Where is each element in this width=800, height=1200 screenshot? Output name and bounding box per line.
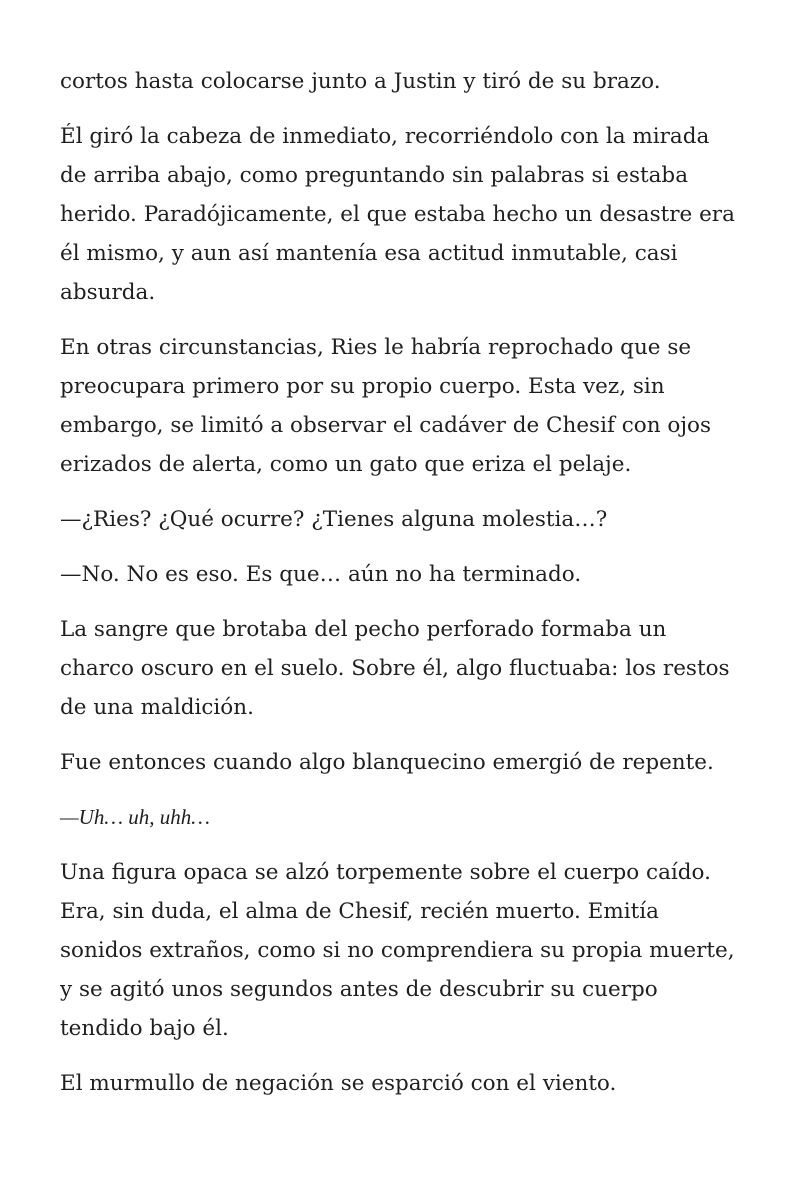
paragraph-2: Él giró la cabeza de inmediato, recorriéndolo con la mirada de arriba abajo, como preguntando sin palabras si estaba herido. Paradójicamente, el que estaba hecho un desastre era él mismo, y aun así mantenía esa actitud inmutable, casi absurda. — [60, 124, 735, 305]
dialogue-line-1: —¿Ries? ¿Qué ocurre? ¿Tienes alguna molestia…? — [60, 507, 608, 532]
paragraph-1: cortos hasta colocarse junto a Justin y tiró de su brazo. — [60, 69, 661, 94]
paragraph-6: Una figura opaca se alzó torpemente sobre el cuerpo caído. Era, sin duda, el alma de Chesif, recién muerto. Emitía sonidos extraños, como si no comprendiera su propia muerte, y se agitó unos segundos antes de descubrir su cuerpo tendido bajo él. — [60, 860, 735, 1041]
dialogue-line-2: —No. No es eso. Es que… aún no ha terminado. — [60, 562, 582, 587]
paragraph-7: El murmullo de negación se esparció con el viento. — [60, 1071, 617, 1096]
italic-dialogue-line: —Uh… uh, uhh… — [60, 805, 210, 829]
paragraph-3: En otras circunstancias, Ries le habría reprochado que se preocupara primero por su propio cuerpo. Esta vez, sin embargo, se limitó a observar el cadáver de Chesif con ojos erizados de alerta, como un gato que eriza el pelaje. — [60, 335, 711, 477]
paragraph-4: La sangre que brotaba del pecho perforado formaba un charco oscuro en el suelo. Sobre él, algo fluctuaba: los restos de una maldición. — [60, 617, 730, 720]
paragraph-5: Fue entonces cuando algo blanquecino emergió de repente. — [60, 750, 714, 775]
